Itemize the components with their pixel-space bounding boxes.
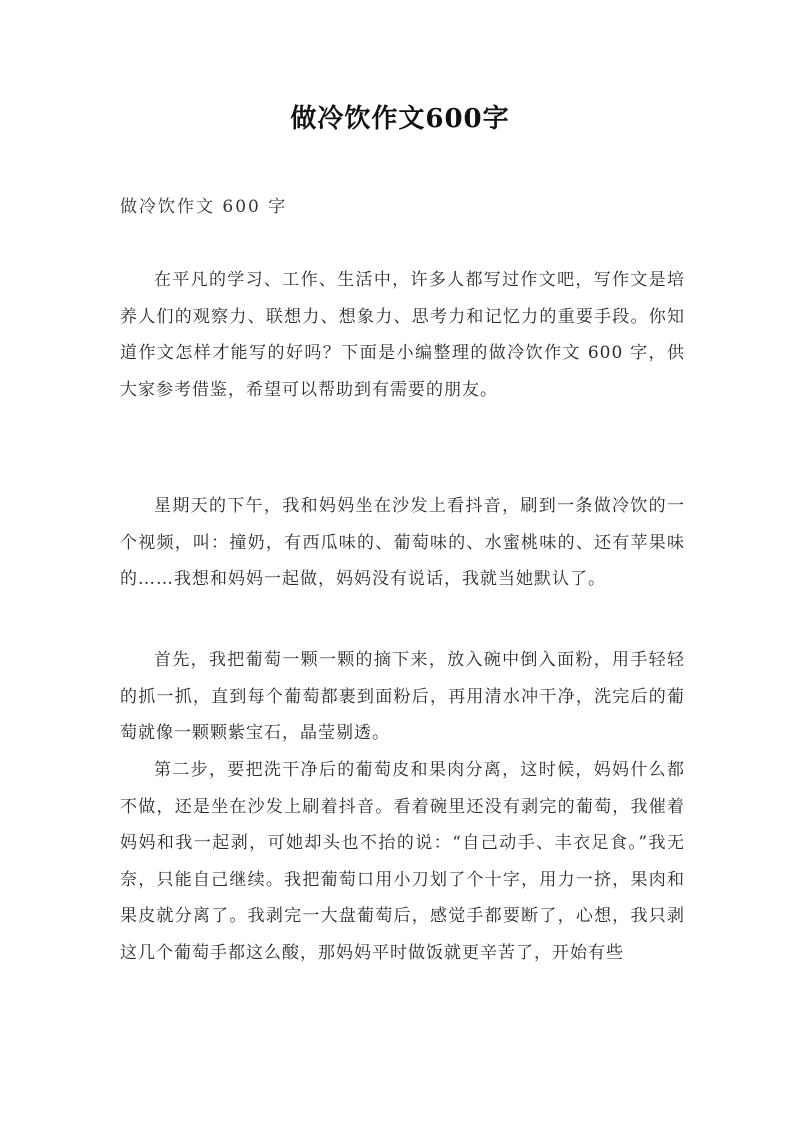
document-subtitle: 做冷饮作文 600 字 <box>120 197 288 217</box>
paragraph-step-one: 首先，我把葡萄一颗一颗的摘下来，放入碗中倒入面粉，用手轻轻的抓一抓，直到每个葡萄都裹到面粉后，再用清水冲干净，洗完后的葡萄就像一颗颗紫宝石，晶莹剔透。 <box>120 650 685 743</box>
paragraph-intro: 在平凡的学习、工作、生活中，许多人都写过作文吧，写作文是培养人们的观察力、联想力、想象力、思考力和记忆力的重要手段。你知道作文怎样才能写的好吗？下面是小编整理的做冷饮作文 600 字，供大家参考借鉴，希望可以帮助到有需要的朋友。 <box>120 270 685 400</box>
document-title: 做冷饮作文600字 <box>290 104 510 134</box>
paragraph-sunday: 星期天的下午，我和妈妈坐在沙发上看抖音，刷到一条做冷饮的一个视频，叫：撞奶，有西瓜味的、葡萄味的、水蜜桃味的、还有苹果味的……我想和妈妈一起做，妈妈没有说话，我就当她默认了。 <box>120 496 685 589</box>
paragraph-step-two: 第二步，要把洗干净后的葡萄皮和果肉分离，这时候，妈妈什么都不做，还是坐在沙发上刷着抖音。看着碗里还没有剥完的葡萄，我催着妈妈和我一起剥，可她却头也不抬的说：“自己动手、丰衣足食。”我无奈，只能自己继续。我把葡萄口用小刀划了个十字，用力一挤，果肉和果皮就分离了。我剥完一大盘葡萄后，感觉手都要断了，心想，我只剥这几个葡萄手都这么酸，那妈妈平时做饭就更辛苦了，开始有些 <box>120 760 685 963</box>
